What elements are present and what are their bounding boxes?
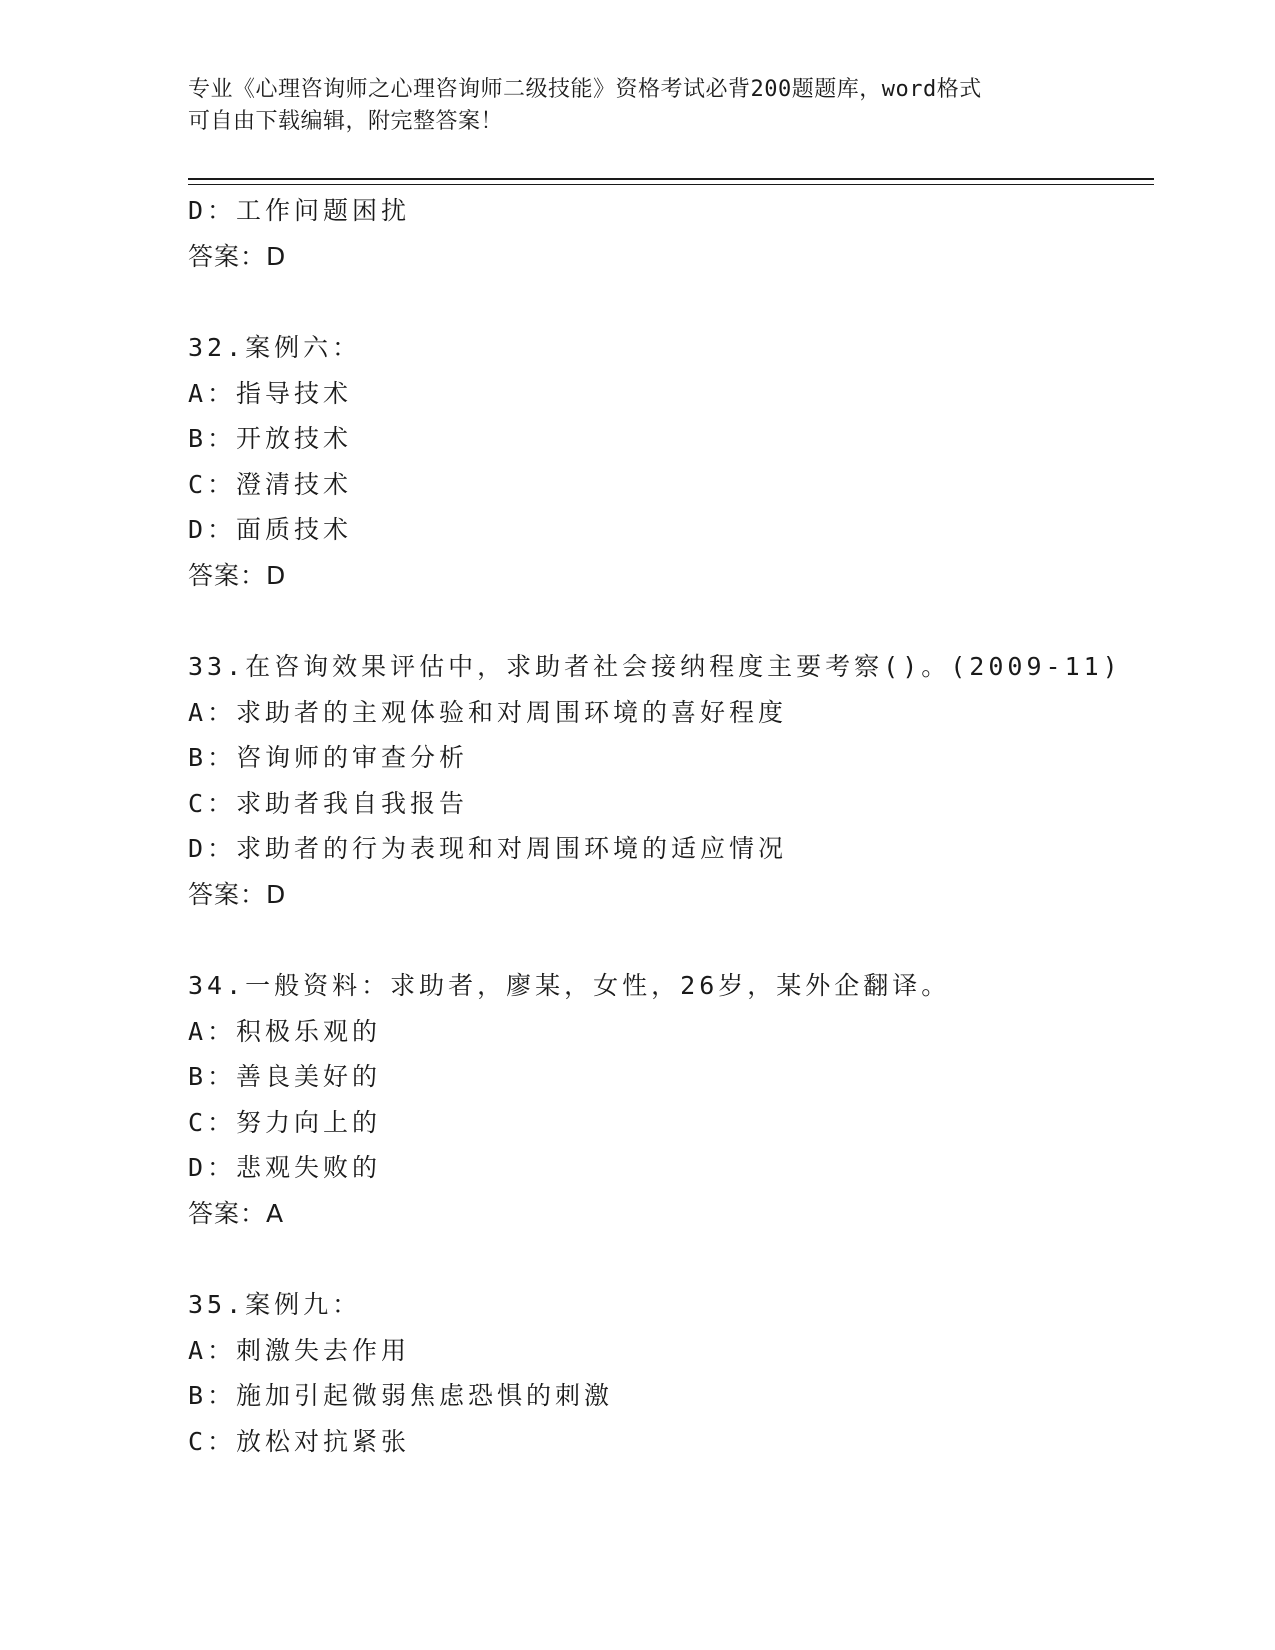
option-c: C：澄清技术 — [188, 469, 353, 499]
header-divider — [188, 178, 1154, 185]
header-line-1: 专业《心理咨询师之心理咨询师二级技能》资格考试必背200题题库，word格式 — [188, 77, 982, 102]
option-c: C：放松对抗紧张 — [188, 1426, 411, 1456]
question-stem: 33.在咨询效果评估中，求助者社会接纳程度主要考察()。(2009-11) — [188, 652, 1122, 681]
option-d: D：面质技术 — [188, 515, 353, 544]
option-a: A：积极乐观的 — [188, 1016, 382, 1046]
question-stem: 32.案例六： — [188, 333, 362, 362]
option-c: C：求助者我自我报告 — [188, 788, 469, 818]
header-line-2: 可自由下载编辑，附完整答案！ — [188, 109, 504, 134]
option-b: B：开放技术 — [188, 424, 353, 453]
option-b: B：咨询师的审查分析 — [188, 743, 469, 772]
option-c: C：努力向上的 — [188, 1107, 382, 1137]
option-a: A：刺激失去作用 — [188, 1335, 411, 1365]
answer-line: 答案：A — [188, 1198, 285, 1228]
spacer — [188, 279, 1148, 325]
option-b: B：施加引起微弱焦虑恐惧的刺激 — [188, 1381, 614, 1410]
question-stem: 34.一般资料：求助者，廖某，女性，26岁，某外企翻译。 — [188, 971, 951, 1000]
question-35 — [188, 1282, 1148, 1464]
spacer — [188, 917, 1148, 963]
question-32 — [188, 325, 1148, 598]
option-a: A：求助者的主观体验和对周围环境的喜好程度 — [188, 697, 788, 727]
answer-line: 答案：D — [188, 241, 287, 271]
question-list — [188, 188, 1148, 1464]
option-a: A：指导技术 — [188, 378, 353, 408]
question-fragment — [188, 188, 1148, 279]
option-d: D：悲观失败的 — [188, 1153, 382, 1182]
option-b: B：善良美好的 — [188, 1062, 382, 1091]
question-stem: 35.案例九： — [188, 1290, 362, 1319]
answer-line: 答案：D — [188, 879, 287, 909]
question-34 — [188, 963, 1148, 1236]
option-d: D：求助者的行为表现和对周围环境的适应情况 — [188, 834, 788, 863]
document-header — [188, 74, 1088, 138]
option-d: D：工作问题困扰 — [188, 196, 411, 225]
spacer — [188, 598, 1148, 644]
answer-line: 答案：D — [188, 560, 287, 590]
question-33 — [188, 644, 1148, 917]
spacer — [188, 1236, 1148, 1282]
